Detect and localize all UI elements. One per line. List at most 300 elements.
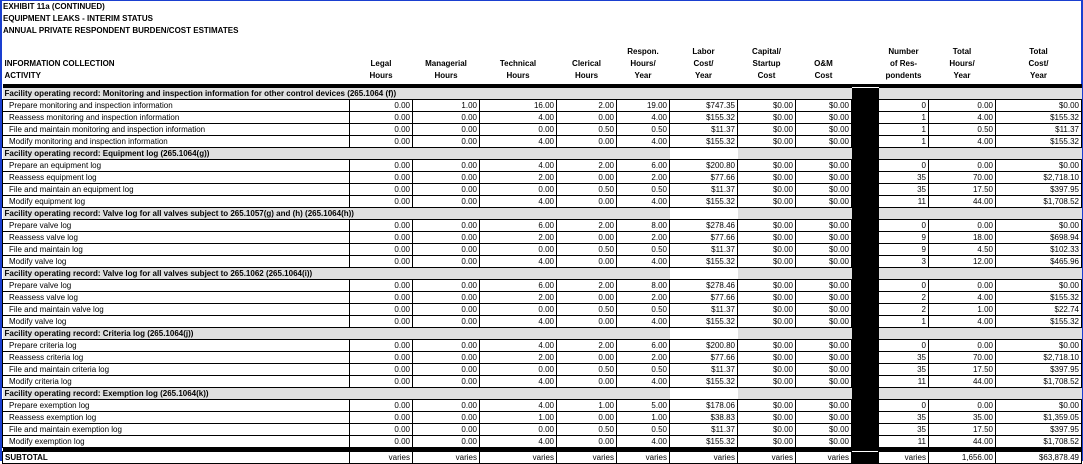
value-cell: 8.00 <box>617 280 670 292</box>
activity-label: SUBTOTAL <box>3 452 350 464</box>
value-cell: $0.00 <box>738 304 796 316</box>
section-header-row <box>3 208 1082 220</box>
table-row <box>3 172 1082 184</box>
value-cell: 0.00 <box>557 376 617 388</box>
value-cell: 1,656.00 <box>929 452 996 464</box>
activity-label: Prepare valve log <box>3 220 350 232</box>
value-cell: 0.00 <box>929 340 996 352</box>
activity-label: Prepare exemption log <box>3 400 350 412</box>
separator-cell <box>852 328 879 340</box>
value-cell: 0.00 <box>413 136 480 148</box>
value-cell: 2.00 <box>557 340 617 352</box>
value-cell: 0.00 <box>350 232 413 244</box>
value-cell: $0.00 <box>738 340 796 352</box>
value-cell: $0.00 <box>996 220 1082 232</box>
value-cell: $0.00 <box>738 364 796 376</box>
separator-cell <box>852 280 879 292</box>
activity-label: Reassess exemption log <box>3 412 350 424</box>
separator-cell <box>852 232 879 244</box>
value-cell: 0.00 <box>413 304 480 316</box>
section-blank <box>670 268 738 280</box>
value-cell: $0.00 <box>796 160 852 172</box>
value-cell: $2,718.10 <box>996 352 1082 364</box>
value-cell: $11.37 <box>670 304 738 316</box>
table-row <box>3 232 1082 244</box>
separator-cell <box>852 436 879 448</box>
value-cell: $11.37 <box>670 184 738 196</box>
activity-label: Prepare criteria log <box>3 340 350 352</box>
value-cell: 0.00 <box>350 100 413 112</box>
value-cell: 0.00 <box>413 160 480 172</box>
activity-label: File and maintain log <box>3 244 350 256</box>
column-header: Number of Res- pondents <box>885 47 922 80</box>
value-cell: 17.50 <box>929 184 996 196</box>
value-cell: 4.00 <box>480 400 557 412</box>
value-cell: 0.50 <box>557 244 617 256</box>
value-cell: varies <box>413 452 480 464</box>
section-title: Facility operating record: Criteria log (265.1064(j)) <box>3 328 670 340</box>
value-cell: 0.50 <box>617 304 670 316</box>
value-cell: varies <box>617 452 670 464</box>
value-cell: 0.00 <box>413 352 480 364</box>
table-row <box>3 364 1082 376</box>
value-cell: $77.66 <box>670 292 738 304</box>
value-cell: $0.00 <box>796 340 852 352</box>
value-cell: 2.00 <box>557 220 617 232</box>
value-cell: $0.00 <box>738 400 796 412</box>
value-cell: $0.00 <box>738 424 796 436</box>
value-cell: 5.00 <box>617 400 670 412</box>
value-cell: 4.00 <box>929 316 996 328</box>
section-title: Facility operating record: Valve log for all valves subject to 265.1062 (265.1064(i)) <box>3 268 670 280</box>
value-cell: 35 <box>879 412 929 424</box>
value-cell: $77.66 <box>670 352 738 364</box>
value-cell: 0.00 <box>557 112 617 124</box>
value-cell: $0.00 <box>796 400 852 412</box>
value-cell: 4.00 <box>480 160 557 172</box>
value-cell: 1 <box>879 136 929 148</box>
value-cell: $0.00 <box>796 100 852 112</box>
value-cell: 11 <box>879 196 929 208</box>
value-cell: 0.50 <box>557 124 617 136</box>
column-header: Total Cost/ Year <box>1028 47 1049 80</box>
value-cell: $0.00 <box>796 184 852 196</box>
activity-label: Reassess valve log <box>3 292 350 304</box>
value-cell: 1.00 <box>617 412 670 424</box>
value-cell: 2 <box>879 304 929 316</box>
section-blank <box>670 388 738 400</box>
value-cell: 44.00 <box>929 376 996 388</box>
value-cell: $0.00 <box>996 340 1082 352</box>
value-cell: 19.00 <box>617 100 670 112</box>
section-blank <box>670 208 738 220</box>
value-cell: 0.00 <box>557 352 617 364</box>
section-blank <box>670 328 738 340</box>
column-header: Clerical Hours <box>572 59 601 80</box>
separator-cell <box>852 208 879 220</box>
table-row <box>3 160 1082 172</box>
value-cell: $0.00 <box>796 316 852 328</box>
value-cell: varies <box>670 452 738 464</box>
value-cell: 0.00 <box>350 244 413 256</box>
value-cell: $11.37 <box>670 244 738 256</box>
value-cell: $0.00 <box>738 280 796 292</box>
value-cell: 0.00 <box>929 400 996 412</box>
value-cell: 0.00 <box>413 412 480 424</box>
separator-cell <box>852 172 879 184</box>
value-cell: 0.00 <box>557 316 617 328</box>
value-cell: 0 <box>879 100 929 112</box>
activity-label: File and maintain valve log <box>3 304 350 316</box>
value-cell: 0 <box>879 160 929 172</box>
value-cell: 2 <box>879 292 929 304</box>
value-cell: $0.00 <box>738 436 796 448</box>
table-row <box>3 436 1082 448</box>
activity-label: File and maintain monitoring and inspection information <box>3 124 350 136</box>
value-cell: 0.50 <box>557 364 617 376</box>
separator-cell <box>852 160 879 172</box>
value-cell: 0.00 <box>350 196 413 208</box>
value-cell: $77.66 <box>670 172 738 184</box>
value-cell: 0.00 <box>480 304 557 316</box>
value-cell: $0.00 <box>796 424 852 436</box>
value-cell: $0.00 <box>996 280 1082 292</box>
column-header: INFORMATION COLLECTION ACTIVITY <box>4 59 115 80</box>
value-cell: 6.00 <box>480 220 557 232</box>
activity-label: File and maintain criteria log <box>3 364 350 376</box>
value-cell: 1.00 <box>413 100 480 112</box>
value-cell: $0.00 <box>796 412 852 424</box>
value-cell: $11.37 <box>670 364 738 376</box>
value-cell: 0.50 <box>557 304 617 316</box>
table-row <box>3 340 1082 352</box>
value-cell: 0.00 <box>413 376 480 388</box>
section-blank <box>670 88 738 100</box>
table-row <box>3 220 1082 232</box>
separator-cell <box>852 256 879 268</box>
value-cell: $155.32 <box>996 112 1082 124</box>
section-header-row <box>3 268 1082 280</box>
value-cell: $0.00 <box>796 220 852 232</box>
value-cell: 0 <box>879 400 929 412</box>
value-cell: 4.00 <box>617 136 670 148</box>
section-header-row <box>3 388 1082 400</box>
separator-cell <box>852 412 879 424</box>
value-cell: 0.00 <box>929 160 996 172</box>
value-cell: $1,708.52 <box>996 436 1082 448</box>
value-cell: $1,359.05 <box>996 412 1082 424</box>
value-cell: 2.00 <box>557 160 617 172</box>
value-cell: 44.00 <box>929 196 996 208</box>
value-cell: 1.00 <box>480 412 557 424</box>
column-header: Respon. Hours/ Year <box>627 47 659 80</box>
separator-cell <box>852 184 879 196</box>
column-header: Labor Cost/ Year <box>692 47 715 80</box>
separator-cell <box>852 268 879 280</box>
value-cell: 35.00 <box>929 412 996 424</box>
value-cell: $397.95 <box>996 424 1082 436</box>
value-cell: $0.00 <box>996 160 1082 172</box>
value-cell: 0.00 <box>413 172 480 184</box>
value-cell: 0.00 <box>413 316 480 328</box>
activity-label: Modify exemption log <box>3 436 350 448</box>
value-cell: 4.00 <box>480 340 557 352</box>
value-cell: 0.00 <box>350 280 413 292</box>
section-blank <box>738 208 852 220</box>
value-cell: 35 <box>879 172 929 184</box>
value-cell: $0.00 <box>796 292 852 304</box>
value-cell: $63,878.49 <box>996 452 1082 464</box>
value-cell: 0.50 <box>557 424 617 436</box>
value-cell: 4.00 <box>617 436 670 448</box>
section-blank <box>738 328 852 340</box>
value-cell: 0.00 <box>413 292 480 304</box>
value-cell: $0.00 <box>796 280 852 292</box>
value-cell: $2,718.10 <box>996 172 1082 184</box>
table-row <box>3 352 1082 364</box>
activity-label: Reassess criteria log <box>3 352 350 364</box>
value-cell: $178.06 <box>670 400 738 412</box>
value-cell: $278.46 <box>670 280 738 292</box>
value-cell: 2.00 <box>480 172 557 184</box>
value-cell: 0.00 <box>413 232 480 244</box>
value-cell: 0.50 <box>617 244 670 256</box>
section-title: Facility operating record: Equipment log (265.1064(g)) <box>3 148 670 160</box>
value-cell: $102.33 <box>996 244 1082 256</box>
value-cell: $698.94 <box>996 232 1082 244</box>
value-cell: 0.00 <box>413 340 480 352</box>
separator-cell <box>852 304 879 316</box>
value-cell: 2.00 <box>617 232 670 244</box>
value-cell: 4.00 <box>480 256 557 268</box>
value-cell: 0.00 <box>557 412 617 424</box>
value-cell: 0.00 <box>350 400 413 412</box>
value-cell: $0.00 <box>738 256 796 268</box>
value-cell: 0 <box>879 280 929 292</box>
table-row <box>3 400 1082 412</box>
value-cell: 0.00 <box>557 136 617 148</box>
value-cell: 0.00 <box>350 256 413 268</box>
value-cell: 0.00 <box>929 280 996 292</box>
section-blank <box>738 148 852 160</box>
value-cell: 0.00 <box>480 424 557 436</box>
table-row <box>3 280 1082 292</box>
exhibit-title: EXHIBIT 11a (CONTINUED) <box>3 2 105 11</box>
value-cell: 4.00 <box>480 436 557 448</box>
value-cell: 3 <box>879 256 929 268</box>
value-cell: 0.50 <box>617 184 670 196</box>
value-cell: $0.00 <box>796 136 852 148</box>
separator-cell <box>852 124 879 136</box>
value-cell: 1.00 <box>929 304 996 316</box>
separator-cell <box>852 364 879 376</box>
activity-label: Prepare valve log <box>3 280 350 292</box>
value-cell: $747.35 <box>670 100 738 112</box>
value-cell: $38.83 <box>670 412 738 424</box>
activity-label: Modify equipment log <box>3 196 350 208</box>
value-cell: varies <box>738 452 796 464</box>
value-cell: 35 <box>879 424 929 436</box>
value-cell: varies <box>557 452 617 464</box>
value-cell: 0.00 <box>350 160 413 172</box>
value-cell: $0.00 <box>738 352 796 364</box>
value-cell: 0.00 <box>557 256 617 268</box>
value-cell: 0.00 <box>413 436 480 448</box>
activity-label: Modify monitoring and inspection information <box>3 136 350 148</box>
section-title: Facility operating record: Valve log for all valves subject to 265.1057(g) and (h) (265.1064(h)) <box>3 208 670 220</box>
table-row <box>3 124 1082 136</box>
value-cell: 44.00 <box>929 436 996 448</box>
activity-label: Modify valve log <box>3 316 350 328</box>
value-cell: $155.32 <box>670 256 738 268</box>
table-row <box>3 100 1082 112</box>
value-cell: 0.00 <box>557 172 617 184</box>
value-cell: 11 <box>879 376 929 388</box>
section-blank <box>879 268 1082 280</box>
value-cell: $0.00 <box>738 292 796 304</box>
value-cell: $11.37 <box>996 124 1082 136</box>
table-row <box>3 304 1082 316</box>
value-cell: 0.00 <box>557 232 617 244</box>
table-row <box>3 196 1082 208</box>
value-cell: 0.00 <box>350 184 413 196</box>
section-blank <box>670 148 738 160</box>
value-cell: 18.00 <box>929 232 996 244</box>
column-header: Technical Hours <box>499 59 537 80</box>
separator-cell <box>852 220 879 232</box>
value-cell: 0.00 <box>413 400 480 412</box>
value-cell: 0.00 <box>413 424 480 436</box>
section-blank <box>738 268 852 280</box>
separator-cell <box>852 244 879 256</box>
value-cell: $397.95 <box>996 184 1082 196</box>
value-cell: 0.00 <box>929 220 996 232</box>
column-header: Total Hours/ Year <box>949 47 975 80</box>
value-cell: 0.00 <box>350 340 413 352</box>
section-header-row <box>3 148 1082 160</box>
value-cell: $22.74 <box>996 304 1082 316</box>
value-cell: $155.32 <box>670 136 738 148</box>
value-cell: $11.37 <box>670 124 738 136</box>
activity-label: File and maintain exemption log <box>3 424 350 436</box>
section-title: Facility operating record: Monitoring and inspection information for other control devices (265.1064 (f)) <box>3 88 670 100</box>
value-cell: $0.00 <box>738 172 796 184</box>
value-cell: 70.00 <box>929 352 996 364</box>
value-cell: 4.00 <box>929 136 996 148</box>
value-cell: 0.00 <box>413 196 480 208</box>
value-cell: 4.00 <box>480 196 557 208</box>
section-blank <box>879 388 1082 400</box>
value-cell: 6.00 <box>480 280 557 292</box>
section-blank <box>879 148 1082 160</box>
value-cell: 4.00 <box>617 112 670 124</box>
value-cell: $0.00 <box>738 232 796 244</box>
value-cell: $0.00 <box>738 124 796 136</box>
separator-cell <box>852 88 879 100</box>
value-cell: 1.00 <box>557 400 617 412</box>
value-cell: 0.00 <box>413 280 480 292</box>
value-cell: $0.00 <box>796 172 852 184</box>
value-cell: 0.00 <box>480 124 557 136</box>
separator-cell <box>852 148 879 160</box>
value-cell: 0.00 <box>350 352 413 364</box>
value-cell: 2.00 <box>480 232 557 244</box>
section-title: Facility operating record: Exemption log (265.1064(k)) <box>3 388 670 400</box>
section-blank <box>879 328 1082 340</box>
value-cell: 1 <box>879 316 929 328</box>
value-cell: 4.00 <box>617 376 670 388</box>
value-cell: 0.00 <box>350 376 413 388</box>
value-cell: $200.80 <box>670 160 738 172</box>
value-cell: 2.00 <box>617 352 670 364</box>
value-cell: $77.66 <box>670 232 738 244</box>
value-cell: $397.95 <box>996 364 1082 376</box>
value-cell: 0.00 <box>480 184 557 196</box>
activity-label: Prepare an equipment log <box>3 160 350 172</box>
activity-label: Prepare monitoring and inspection information <box>3 100 350 112</box>
separator-cell <box>852 376 879 388</box>
value-cell: $0.00 <box>738 100 796 112</box>
value-cell: 4.50 <box>929 244 996 256</box>
table-header-row <box>3 46 1082 84</box>
value-cell: $0.00 <box>796 304 852 316</box>
value-cell: $155.32 <box>996 316 1082 328</box>
value-cell: 12.00 <box>929 256 996 268</box>
value-cell: 4.00 <box>480 136 557 148</box>
value-cell: 8.00 <box>617 220 670 232</box>
value-cell: 16.00 <box>480 100 557 112</box>
value-cell: $0.00 <box>738 244 796 256</box>
value-cell: 0.00 <box>350 136 413 148</box>
value-cell: $278.46 <box>670 220 738 232</box>
value-cell: 0.00 <box>413 220 480 232</box>
separator-cell <box>852 340 879 352</box>
value-cell: $155.32 <box>670 112 738 124</box>
value-cell: 2.00 <box>557 280 617 292</box>
value-cell: $0.00 <box>796 112 852 124</box>
value-cell: 2.00 <box>617 172 670 184</box>
value-cell: $0.00 <box>796 352 852 364</box>
separator-cell <box>852 400 879 412</box>
value-cell: 0.00 <box>480 244 557 256</box>
value-cell: 4.00 <box>929 112 996 124</box>
value-cell: 4.00 <box>929 292 996 304</box>
value-cell: $1,708.52 <box>996 376 1082 388</box>
activity-label: Reassess equipment log <box>3 172 350 184</box>
separator-cell <box>852 100 879 112</box>
separator-column <box>852 46 879 84</box>
value-cell: 4.00 <box>480 376 557 388</box>
value-cell: $0.00 <box>996 100 1082 112</box>
exhibit-subtitle: EQUIPMENT LEAKS - INTERIM STATUS <box>3 14 153 23</box>
value-cell: 9 <box>879 244 929 256</box>
value-cell: 0.00 <box>557 196 617 208</box>
value-cell: 0.00 <box>350 172 413 184</box>
section-blank <box>738 388 852 400</box>
value-cell: $0.00 <box>796 196 852 208</box>
separator-cell <box>852 112 879 124</box>
value-cell: $155.32 <box>670 376 738 388</box>
value-cell: 6.00 <box>617 340 670 352</box>
value-cell: 0 <box>879 220 929 232</box>
value-cell: 35 <box>879 352 929 364</box>
value-cell: 0.00 <box>350 364 413 376</box>
value-cell: $0.00 <box>796 124 852 136</box>
column-header: O&M Cost <box>814 59 833 80</box>
value-cell: $0.00 <box>738 220 796 232</box>
value-cell: 4.00 <box>480 316 557 328</box>
value-cell: $155.32 <box>670 196 738 208</box>
